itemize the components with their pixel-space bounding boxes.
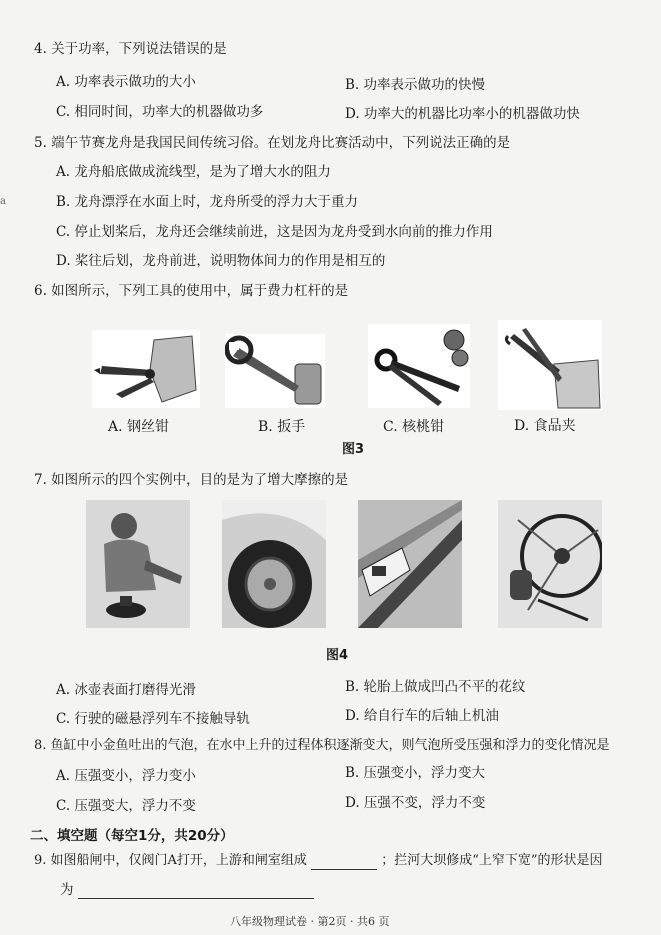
edge-mark: a <box>0 196 6 207</box>
caption-d: D. 食品夹 <box>514 418 576 434</box>
q7-stem: 7. 如图所示的四个实例中，目的是为了增大摩擦的是 <box>34 472 349 488</box>
q8-stem: 8. 鱼缸中小金鱼吐出的气泡，在水中上升的过程体积逐渐变大，则气泡所受压强和浮力的变化情况是 <box>34 738 610 753</box>
q9-text-part1: 9. 如图船闸中，仅阀门A打开，上游和闸室组成 <box>34 853 307 868</box>
q8-option-a: A. 压强变小，浮力变小 <box>56 768 196 784</box>
figure-wire-pliers <box>92 330 200 408</box>
q7-option-b: B. 轮胎上做成凹凸不平的花纹 <box>345 679 526 695</box>
q4-stem: 4. 关于功率，下列说法错误的是 <box>34 41 227 57</box>
q5-option-d: D. 桨往后划，龙舟前进，说明物体间力的作用是相互的 <box>56 253 386 269</box>
q4-option-d: D. 功率大的机器比功率小的机器做功快 <box>345 106 580 122</box>
figure4-label: 图4 <box>326 648 349 663</box>
q5-option-c: C. 停止划桨后，龙舟还会继续前进，这是因为龙舟受到水向前的推力作用 <box>56 224 493 240</box>
page-footer: 八年级物理试卷 · 第2页 · 共6 页 <box>230 915 390 928</box>
figure-maglev-photo <box>358 500 462 628</box>
q9-line2 <box>60 881 314 899</box>
figure-food-tongs <box>498 320 602 410</box>
q7-option-a: A. 冰壶表面打磨得光滑 <box>56 682 196 698</box>
q9-blank-2[interactable] <box>78 884 314 899</box>
q5-option-b: B. 龙舟漂浮在水面上时，龙舟所受的浮力大于重力 <box>56 194 359 210</box>
q5-option-a: A. 龙舟船底做成流线型，是为了增大水的阻力 <box>56 164 331 180</box>
figure-nutcracker <box>368 324 470 408</box>
q9-text-part2: ；拦河大坝修成“上窄下宽”的形状是因 <box>381 853 603 868</box>
q5-stem: 5. 端午节赛龙舟是我国民间传统习俗。在划龙舟比赛活动中，下列说法正确的是 <box>34 135 511 151</box>
q9-text-part3: 为 <box>60 882 74 898</box>
q9-blank-1[interactable] <box>311 855 377 870</box>
section2-title: 二、填空题（每空1分，共20分） <box>30 828 234 844</box>
figure-curling-photo <box>86 500 190 628</box>
q9-line1 <box>34 852 603 870</box>
caption-a: A. 钢丝钳 <box>108 419 170 435</box>
q7-option-c: C. 行驶的磁悬浮列车不接触导轨 <box>56 711 250 727</box>
figure-bicycle-photo <box>498 500 602 628</box>
q6-stem: 6. 如图所示，下列工具的使用中，属于费力杠杆的是 <box>34 283 349 299</box>
q4-option-c: C. 相同时间，功率大的机器做功多 <box>56 104 264 120</box>
q4-option-b: B. 功率表示做功的快慢 <box>345 77 486 93</box>
figure-tire-photo <box>222 500 326 628</box>
q4-option-a: A. 功率表示做功的大小 <box>56 74 196 90</box>
q8-option-b: B. 压强变小，浮力变大 <box>345 765 486 781</box>
q7-option-d: D. 给自行车的后轴上机油 <box>345 708 499 724</box>
figure3-label: 图3 <box>342 442 365 457</box>
caption-b: B. 扳手 <box>258 419 306 435</box>
caption-c: C. 核桃钳 <box>383 419 445 435</box>
figure-wrench <box>225 334 325 408</box>
q8-option-d: D. 压强不变，浮力不变 <box>345 795 486 811</box>
q8-option-c: C. 压强变大，浮力不变 <box>56 798 196 814</box>
